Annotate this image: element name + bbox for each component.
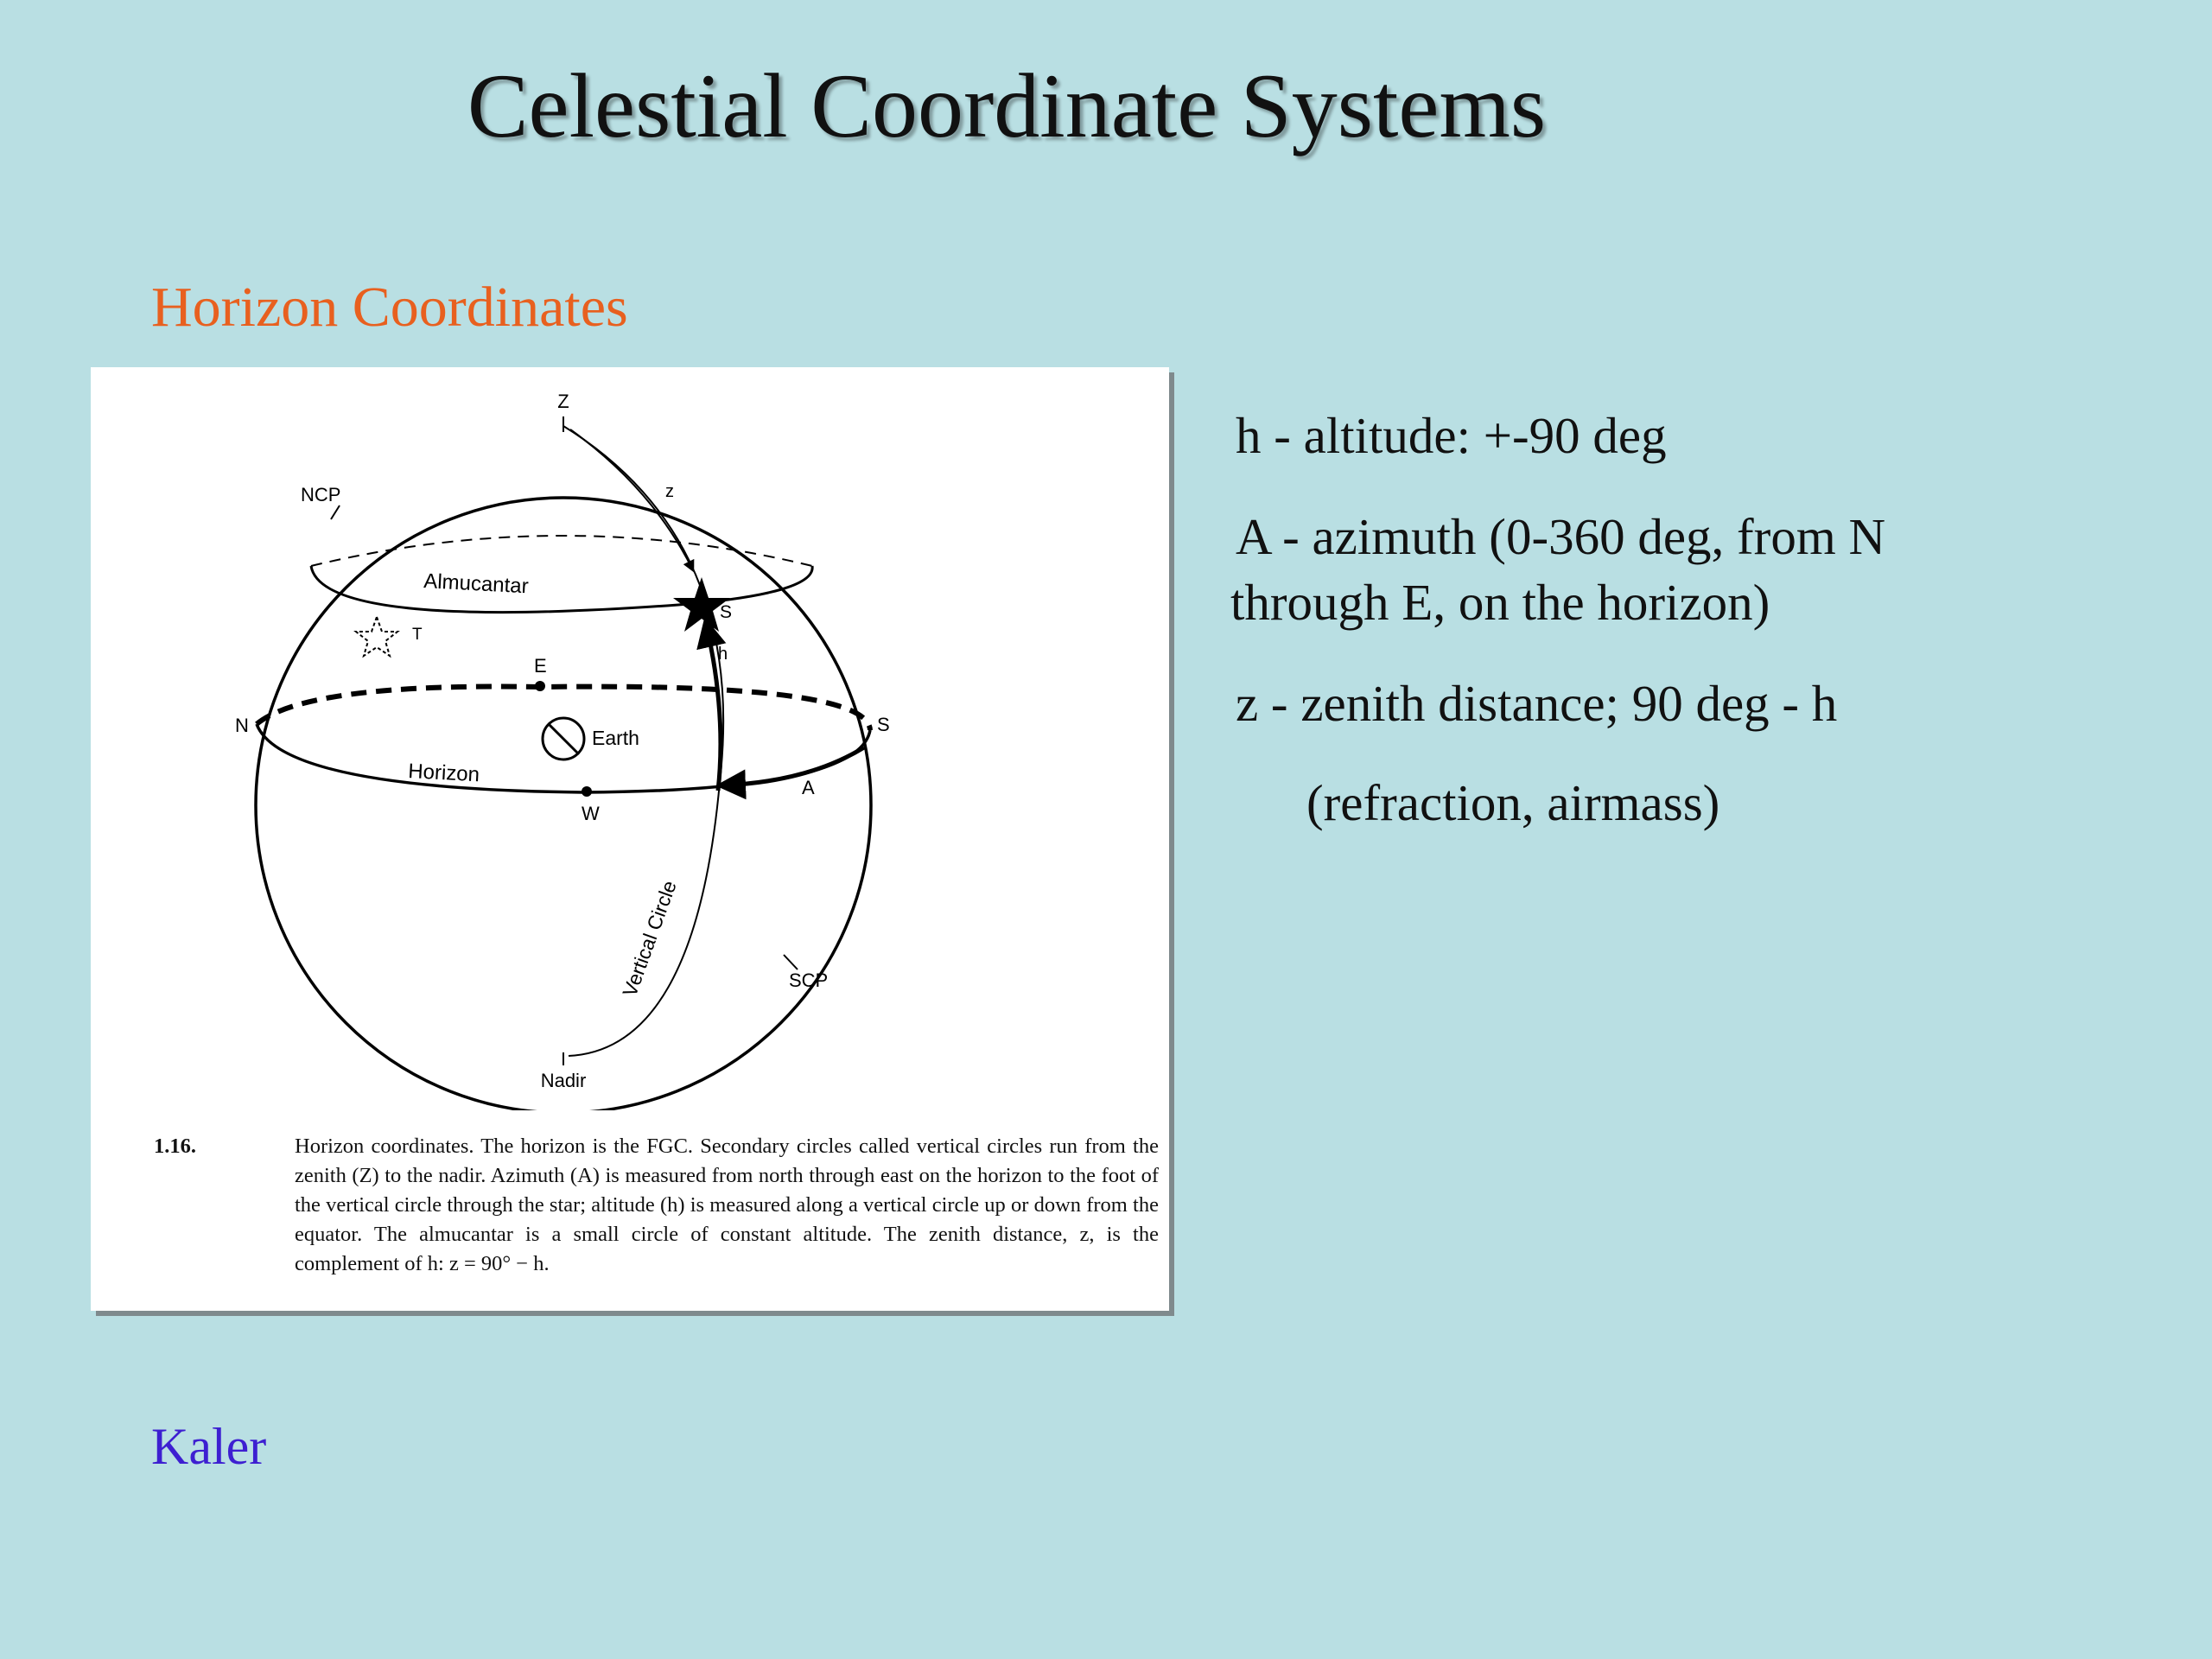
- azimuth-definition-line2: through E, on the horizon): [1230, 574, 1770, 631]
- slide-title: Celestial Coordinate Systems: [467, 55, 1547, 156]
- star-t-label: T: [412, 626, 423, 644]
- zenith-distance-label: z: [665, 482, 674, 501]
- star-t-icon: [356, 617, 397, 656]
- section-heading: Horizon Coordinates: [151, 276, 628, 339]
- earth-label: Earth: [592, 727, 639, 749]
- scp-label: SCP: [789, 969, 829, 991]
- azimuth-label: A: [802, 777, 815, 798]
- caption-number: 1.16.: [154, 1135, 196, 1158]
- zenith-label: Z: [557, 391, 569, 412]
- altitude-label: h: [718, 645, 728, 664]
- celestial-sphere-diagram: [91, 367, 1169, 1110]
- ncp-tick: [331, 505, 340, 519]
- azimuth-definition-line1: A - azimuth (0-360 deg, from N: [1236, 508, 1886, 565]
- celestial-sphere-figure: [91, 367, 1169, 1311]
- nadir-label: Nadir: [540, 1070, 587, 1091]
- scp-tick: [784, 955, 798, 969]
- south-label: S: [877, 714, 890, 735]
- horizon-label: Horizon: [407, 760, 480, 787]
- west-point: [582, 786, 592, 797]
- zenith-distance-definition: z - zenith distance; 90 deg - h: [1236, 675, 1838, 732]
- caption-text: Horizon coordinates. The horizon is the FGC. Secondary circles called vertical circles run from the zenith (Z) to the nadir. Azimuth (A) is measured from north through east on the horizon to the foot of the vertical circle through the star; altitude (h) is measured along a vertical circle up or down from the equator. The almucantar is a small circle of constant altitude. The zenith distance, z, is the complement of h: z = 90° − h.: [295, 1135, 1159, 1275]
- west-label: W: [582, 803, 600, 824]
- almucantar-front: [311, 566, 812, 613]
- altitude-definition: h - altitude: +-90 deg: [1236, 407, 1667, 464]
- vertical-circle-label: Vertical Circle: [618, 877, 681, 1000]
- author-credit: Kaler: [151, 1418, 267, 1475]
- azimuth-arrow: [721, 747, 864, 785]
- north-label: N: [235, 715, 249, 736]
- zenith-distance-note: (refraction, airmass): [1306, 774, 1720, 831]
- almucantar-label: Almucantar: [423, 569, 530, 599]
- east-label: E: [534, 655, 547, 677]
- almucantar-back: [311, 536, 812, 566]
- ncp-label: NCP: [301, 484, 341, 505]
- star-s-label: S: [720, 602, 733, 622]
- horizon-back: [257, 687, 870, 730]
- east-point: [535, 681, 545, 691]
